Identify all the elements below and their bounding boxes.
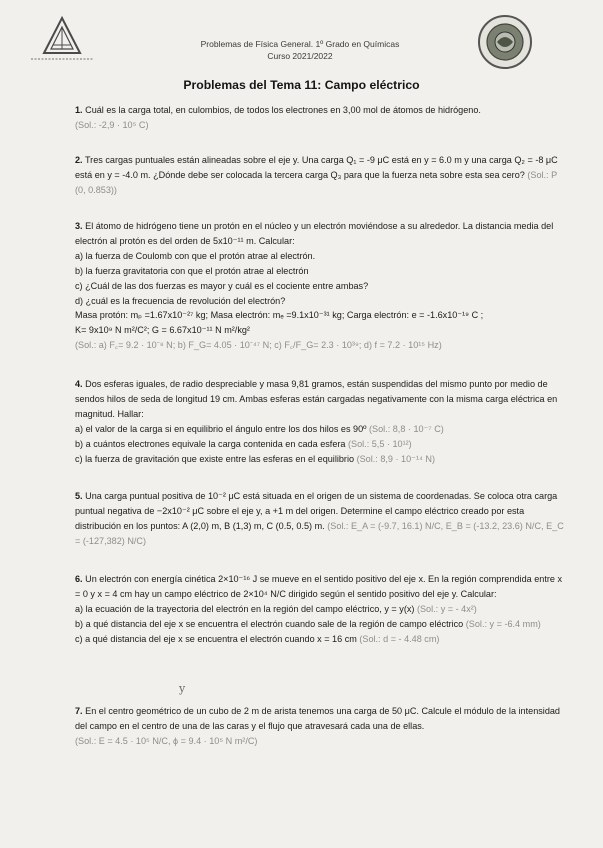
question-a: a) la fuerza de Coulomb con que el protón atrae al electrón.: [75, 250, 316, 261]
solution-b: (Sol.: y = -6.4 mm): [465, 618, 541, 629]
solution-c: (Sol.: 8,9 · 10⁻¹⁴ N): [356, 453, 436, 464]
solution-c: (Sol.: d = - 4.48 cm): [359, 633, 440, 644]
problem-5: [75, 489, 567, 549]
problem-number: 1.: [75, 105, 83, 115]
question-b: b) a cuántos electrones equivale la carga contenida en cada esfera: [75, 438, 346, 449]
problem-solution: (Sol.: -2,9 · 10⁵ C): [75, 119, 149, 130]
handwritten-mark: y: [179, 682, 186, 695]
solution-a: (Sol.: 8,8 · 10⁻⁷ C): [369, 423, 444, 434]
problem-text: Una carga puntual positiva de 10⁻² μC está situada en el origen de un sistema de coordenadas. Se coloca otra carga puntual negativa de −2x10⁻² μC sobre el eje y, a +1 m del origen. Determine el campo eléctrico creado por esta distribución en los puntos: A (2,0) m, B (1,3) m, C (0.5, 0.5) m.: [75, 491, 558, 531]
problem-number: 5.: [75, 491, 83, 501]
problem-3: [75, 219, 567, 353]
problem-text: Tres cargas puntuales están alineadas sobre el eje y. Una carga Q₁ = -9 μC está en y = 6.0 m y una carga Q₂ = -8 μC está en y = -4.0 m. ¿Dónde debe ser colocada la tercera carga Q₃ para que la fuerza neta sobre esta sea cero?: [75, 155, 558, 180]
problem-number: 7.: [75, 706, 83, 716]
problem-text: Dos esferas iguales, de radio despreciable y masa 9,81 gramos, están suspendidas del mismo punto por medio de sendos hilos de seda de longitud 19 cm. Ambas esferas están cargadas negativamente con la misma carga eléctrica en magnitud. Hallar:: [75, 379, 558, 419]
university-logo: [25, 15, 99, 71]
question-b: b) la fuerza gravitatoria con que el protón atrae al electrón: [75, 265, 309, 276]
faculty-seal: [476, 13, 534, 71]
course-header-line1: Problemas de Física General. 1º Grado en Químicas: [200, 39, 400, 49]
problem-number: 6.: [75, 574, 83, 584]
problem-number: 4.: [75, 379, 83, 389]
course-header-line2: Curso 2021/2022: [267, 51, 333, 61]
constants-line-1: Masa protón: mₚ =1.67x10⁻²⁷ kg; Masa electrón: mₑ =9.1x10⁻³¹ kg; Carga electrón: e = -1.6x10⁻¹⁹ C ;: [75, 310, 484, 321]
question-a: a) la ecuación de la trayectoria del electrón en la región del campo eléctrico, y = y(x): [75, 603, 415, 614]
problem-solution: (Sol.: E = 4.5 · 10⁵ N/C, ϕ = 9.4 · 10⁵ N m²/C): [75, 735, 258, 746]
problem-solution: (Sol.: P (0, 0.853)): [75, 169, 557, 195]
problem-4: [75, 377, 567, 466]
question-c: c) a qué distancia del eje x se encuentra el electrón cuando x = 16 cm: [75, 633, 357, 644]
question-b: b) a qué distancia del eje x se encuentra el electrón cuando sale de la región de campo eléctrico: [75, 618, 464, 629]
problem-7: [75, 704, 567, 749]
problem-text: Un electrón con energía cinética 2×10⁻¹⁶ J se mueve en el sentido positivo del eje x. En la región comprendida entre x = 0 y x = 4 cm hay un campo eléctrico de 2×10⁴ N/C dirigido según el sentido positivo del eje y. Calcular:: [75, 574, 563, 599]
constants-line-2: K= 9x10⁹ N m²/C²; G = 6.67x10⁻¹¹ N m²/kg²: [75, 325, 250, 336]
solution-b: (Sol.: 5,5 · 10¹²): [348, 438, 412, 449]
problem-solution: (Sol.: E_A = (-9.7, 16.1) N/C, E_B = (-13.2, 23.6) N/C, E_C = (-127,382) N/C): [75, 520, 564, 546]
problem-number: 3.: [75, 221, 83, 231]
problem-6: [75, 572, 567, 647]
problem-text: El átomo de hidrógeno tiene un protón en el núcleo y un electrón moviéndose a su alrededor. La distancia media del electrón al protón es del orden de 5x10⁻¹¹ m. Calcular:: [75, 221, 554, 246]
problem-1: [75, 103, 567, 133]
solution-a: (Sol.: y = - 4x²): [416, 603, 477, 614]
question-a: a) el valor de la carga si en equilibrio el ángulo entre los dos hilos es 90º: [75, 423, 367, 434]
problem-solution: (Sol.: a) F꜀= 9.2 · 10⁻⁸ N; b) F_G= 4.05 · 10⁻⁴⁷ N; c) F꜀/F_G= 2.3 · 10³⁹; d) f = 7.2 · 10¹⁵ Hz): [75, 340, 442, 351]
course-header: [150, 38, 450, 62]
problem-number: 2.: [75, 155, 83, 165]
page-title: Problemas del Tema 11: Campo eléctrico: [183, 78, 420, 92]
question-c: c) la fuerza de gravitación que existe entre las esferas en el equilibrio: [75, 453, 355, 464]
problem-text: Cuál es la carga total, en culombios, de todos los electrones en 3,00 mol de átomos de hidrógeno.: [85, 105, 481, 115]
problem-text: En el centro geométrico de un cubo de 2 m de arista tenemos una carga de 50 μC. Calcule el módulo de la intensidad del campo en el centro de una de las caras y el flujo que atravesará cada una de ellas.: [75, 706, 560, 731]
problem-2: [75, 153, 567, 198]
question-d: d) ¿cuál es la frecuencia de revolución del electrón?: [75, 295, 286, 306]
question-c: c) ¿Cuál de las dos fuerzas es mayor y cuál es el cociente entre ambas?: [75, 280, 369, 291]
